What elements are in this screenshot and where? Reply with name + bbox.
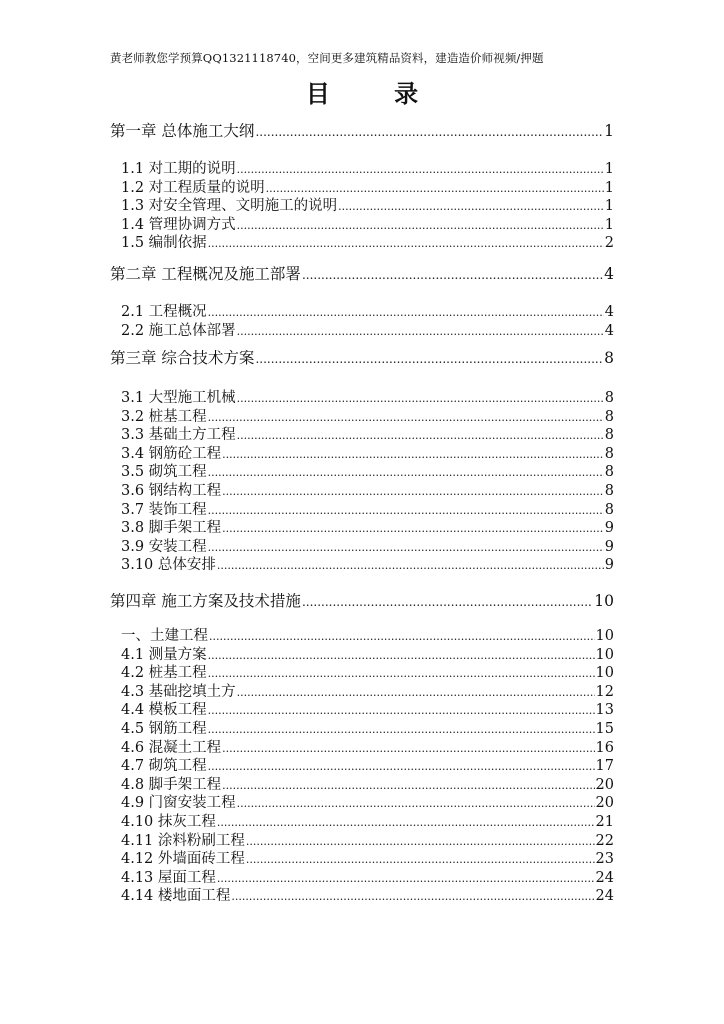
toc-section-label: 3.10 总体安排 xyxy=(121,557,216,574)
toc-page-number: 2 xyxy=(604,235,614,252)
toc-section-entry[interactable] xyxy=(121,683,614,702)
toc-leader-dots xyxy=(208,701,595,720)
toc-chapter-entry[interactable] xyxy=(110,347,614,370)
toc-leader-dots xyxy=(208,234,604,253)
toc-section-label: 一、土建工程 xyxy=(121,628,208,644)
toc-page-number: 8 xyxy=(604,501,614,518)
toc-section-entry[interactable] xyxy=(121,463,614,482)
toc-section-label: 3.5 砌筑工程 xyxy=(121,464,207,481)
toc-section-entry[interactable] xyxy=(121,234,614,253)
toc-leader-dots xyxy=(222,445,604,464)
toc-section-entry[interactable] xyxy=(121,389,614,408)
toc-page-number: 15 xyxy=(595,721,614,737)
toc-title: 目 录 xyxy=(305,80,447,108)
toc-section-label: 4.13 屋面工程 xyxy=(121,869,216,886)
toc-section-entry[interactable] xyxy=(121,627,614,646)
toc-leader-dots xyxy=(208,408,604,427)
toc-section-entry[interactable] xyxy=(121,887,614,906)
toc-leader-dots xyxy=(222,739,594,758)
toc-chapter-entry[interactable] xyxy=(110,590,614,613)
page-header: 黄老师教您学预算QQ1321118740，空间更多建筑精品资料，建造造价师视频/押题 xyxy=(110,51,544,65)
toc-section-entry[interactable] xyxy=(121,445,614,464)
toc-section-label: 2.1 工程概况 xyxy=(121,304,207,320)
toc-leader-dots xyxy=(255,348,603,370)
toc-page-number: 9 xyxy=(604,538,614,555)
toc-section-entry[interactable] xyxy=(121,739,614,758)
toc-page-number: 8 xyxy=(604,445,614,462)
toc-chapter-label: 第二章 工程概况及施工部署 xyxy=(110,265,301,283)
toc-leader-dots xyxy=(208,501,604,520)
toc-leader-dots xyxy=(208,463,604,482)
toc-section-label: 1.1 对工期的说明 xyxy=(121,161,236,177)
toc-leader-dots xyxy=(208,664,595,683)
toc-leader-dots xyxy=(246,850,595,869)
toc-chapter-entry[interactable] xyxy=(110,120,614,143)
toc-section-label: 3.8 脚手架工程 xyxy=(121,520,222,537)
toc-leader-dots xyxy=(209,627,595,646)
toc-leader-dots xyxy=(237,322,604,341)
toc-leader-dots xyxy=(237,794,595,813)
toc-page-number: 4 xyxy=(604,304,614,320)
toc-section-label: 4.8 脚手架工程 xyxy=(121,776,222,793)
toc-leader-dots xyxy=(302,591,593,613)
toc-page-number: 8 xyxy=(604,408,614,425)
toc-section-entry[interactable] xyxy=(121,850,614,869)
toc-section-entry[interactable] xyxy=(121,160,614,179)
toc-section-label: 2.2 施工总体部署 xyxy=(121,322,236,339)
toc-page-number: 20 xyxy=(595,776,614,793)
toc-page-number: 8 xyxy=(604,349,614,367)
toc-leader-dots xyxy=(222,776,594,795)
toc-section-label: 1.4 管理协调方式 xyxy=(121,216,236,233)
toc-chapter-label: 第三章 综合技术方案 xyxy=(110,349,255,367)
toc-section-label: 4.12 外墙面砖工程 xyxy=(121,851,245,868)
toc-section-label: 4.6 混凝土工程 xyxy=(121,739,222,756)
toc-section-label: 1.5 编制依据 xyxy=(121,235,207,252)
toc-section-entry[interactable] xyxy=(121,664,614,683)
toc-section-entry[interactable] xyxy=(121,303,614,322)
toc-section-label: 4.2 桩基工程 xyxy=(121,665,207,682)
toc-section-label: 4.14 楼地面工程 xyxy=(121,888,231,905)
toc-section-label: 4.10 抹灰工程 xyxy=(121,814,216,830)
toc-page-number: 10 xyxy=(594,592,614,610)
toc-leader-dots xyxy=(217,869,595,888)
toc-section-entry[interactable] xyxy=(121,757,614,776)
toc-section-label: 3.2 桩基工程 xyxy=(121,408,207,425)
toc-leader-dots xyxy=(338,197,604,216)
toc-section-label: 1.2 对工程质量的说明 xyxy=(121,179,265,196)
toc-section-entry[interactable] xyxy=(121,556,614,575)
toc-leader-dots xyxy=(222,519,604,538)
toc-leader-dots xyxy=(255,121,603,143)
toc-leader-dots xyxy=(237,216,604,235)
toc-section-entry[interactable] xyxy=(121,794,614,813)
toc-leader-dots xyxy=(237,683,595,702)
toc-section-label: 3.1 大型施工机械 xyxy=(121,390,236,406)
toc-leader-dots xyxy=(217,556,604,575)
toc-leader-dots xyxy=(237,389,604,408)
toc-page-number: 16 xyxy=(595,739,614,756)
toc-page-number: 1 xyxy=(604,122,614,140)
toc-section-label: 3.6 钢结构工程 xyxy=(121,483,222,499)
toc-page-number: 10 xyxy=(595,646,614,663)
toc-page-number: 17 xyxy=(595,758,614,775)
toc-section-entry[interactable] xyxy=(121,408,614,427)
toc-page-number: 8 xyxy=(604,390,614,406)
toc-section-label: 3.7 装饰工程 xyxy=(121,501,207,518)
toc-section-label: 3.9 安装工程 xyxy=(121,538,207,555)
toc-page-number: 10 xyxy=(595,628,614,644)
toc-section-entry[interactable] xyxy=(121,179,614,198)
toc-section-entry[interactable] xyxy=(121,482,614,501)
toc-section-entry[interactable] xyxy=(121,538,614,557)
toc-section-label: 4.11 涂料粉刷工程 xyxy=(121,832,245,849)
toc-section-label: 3.3 基础土方工程 xyxy=(121,427,236,444)
toc-section-entry[interactable] xyxy=(121,869,614,888)
toc-leader-dots xyxy=(237,426,604,445)
toc-page-number: 21 xyxy=(595,814,614,830)
toc-leader-dots xyxy=(237,160,604,179)
toc-page-number: 23 xyxy=(595,851,614,868)
toc-page-number: 1 xyxy=(604,198,614,215)
toc-section-entry[interactable] xyxy=(121,813,614,832)
toc-section-entry[interactable] xyxy=(121,501,614,520)
toc-page-number: 20 xyxy=(595,795,614,812)
toc-section-entry[interactable] xyxy=(121,519,614,538)
toc-page-number: 9 xyxy=(604,557,614,574)
toc-leader-dots xyxy=(208,757,595,776)
toc-page-number: 24 xyxy=(595,869,614,886)
toc-section-entry[interactable] xyxy=(121,832,614,851)
toc-section-entry[interactable] xyxy=(121,216,614,235)
toc-section-entry[interactable] xyxy=(121,776,614,795)
toc-section-label: 4.3 基础挖填土方 xyxy=(121,683,236,700)
toc-section-label: 4.5 钢筋工程 xyxy=(121,721,207,737)
toc-leader-dots xyxy=(302,264,603,286)
toc-section-entry[interactable] xyxy=(121,720,614,739)
toc-leader-dots xyxy=(217,813,595,832)
toc-page-number: 12 xyxy=(595,683,614,700)
toc-page-number: 13 xyxy=(595,702,614,719)
toc-page-number: 1 xyxy=(604,161,614,177)
toc-section-label: 4.1 测量方案 xyxy=(121,646,207,663)
toc-chapter-label: 第四章 施工方案及技术措施 xyxy=(110,592,301,610)
toc-page-number: 10 xyxy=(595,665,614,682)
toc-leader-dots xyxy=(246,832,595,851)
toc-page-number: 1 xyxy=(604,179,614,196)
toc-page-number: 8 xyxy=(604,427,614,444)
toc-chapter-entry[interactable] xyxy=(110,263,614,286)
toc-page-number: 8 xyxy=(604,464,614,481)
toc-page-number: 4 xyxy=(604,265,614,283)
toc-section-entry[interactable] xyxy=(121,197,614,216)
toc-section-label: 4.4 模板工程 xyxy=(121,702,207,719)
toc-page-number: 4 xyxy=(604,322,614,339)
toc-section-entry[interactable] xyxy=(121,426,614,445)
toc-section-label: 1.3 对安全管理、文明施工的说明 xyxy=(121,198,338,215)
toc-page-number: 24 xyxy=(595,888,614,905)
toc-page-number: 8 xyxy=(604,483,614,499)
toc-leader-dots xyxy=(208,720,595,739)
toc-chapter-label: 第一章 总体施工大纲 xyxy=(110,122,255,140)
toc-section-label: 4.7 砌筑工程 xyxy=(121,758,207,775)
toc-leader-dots xyxy=(266,179,604,198)
toc-leader-dots xyxy=(208,646,595,665)
toc-leader-dots xyxy=(208,538,604,557)
toc-section-entry[interactable] xyxy=(121,701,614,720)
toc-section-entry[interactable] xyxy=(121,646,614,665)
toc-section-label: 4.9 门窗安装工程 xyxy=(121,795,236,812)
toc-page-number: 22 xyxy=(595,832,614,849)
toc-section-entry[interactable] xyxy=(121,322,614,341)
toc-leader-dots xyxy=(222,482,604,501)
toc-section-label: 3.4 钢筋砼工程 xyxy=(121,445,222,462)
toc-page-number: 1 xyxy=(604,216,614,233)
toc-page-number: 9 xyxy=(604,520,614,537)
toc-leader-dots xyxy=(208,303,604,322)
toc-leader-dots xyxy=(231,887,594,906)
